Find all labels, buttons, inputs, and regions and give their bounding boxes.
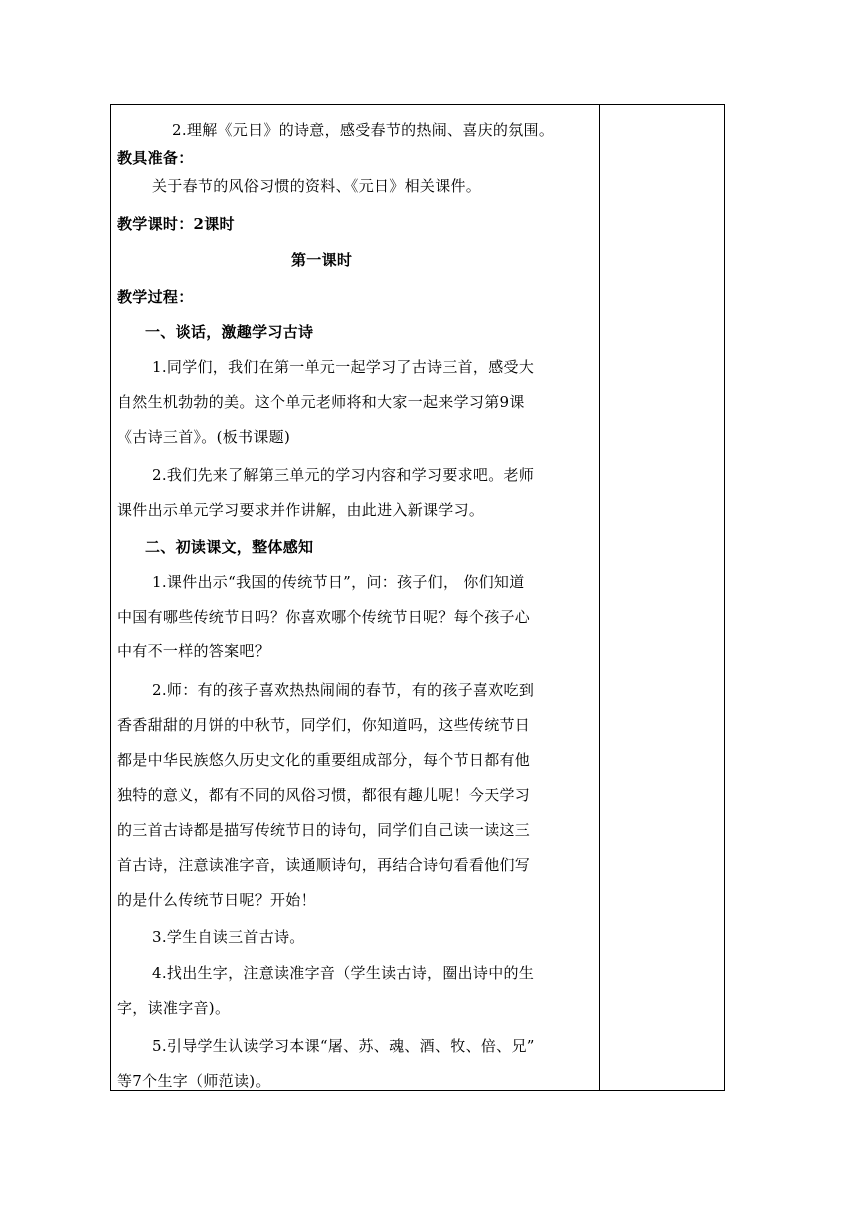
section-heading-periods: 教学课时：2课时 (117, 215, 235, 233)
materials-text: 关于春节的风俗习惯的资料、《元日》相关课件。 (152, 177, 482, 195)
paragraph-line: 1.同学们，我们在第一单元一起学习了古诗三首，感受大 (152, 358, 535, 376)
subheading-2: 二、初读课文，整体感知 (145, 538, 314, 556)
paragraph-line: 等7个生字（师范读)。 (117, 1072, 271, 1090)
paragraph-line: 都是中华民族悠久历史文化的重要组成部分，每个节日都有他 (117, 751, 531, 769)
objective-line: 2.理解《元日》的诗意，感受春节的热闹、喜庆的氛围。 (172, 121, 555, 139)
subheading-1: 一、谈话，激趣学习古诗 (145, 323, 314, 341)
paragraph-line: 2.我们先来了解第三单元的学习内容和学习要求吧。老师 (152, 466, 535, 484)
paragraph-line: 1.课件出示“我国的传统节日”，问：孩子们， 你们知道 (152, 573, 525, 591)
paragraph-line: 自然生机勃勃的美。这个单元老师将和大家一起来学习第9课 (117, 393, 525, 411)
paragraph-line: 的三首古诗都是描写传统节日的诗句，同学们自己读一读这三 (117, 821, 531, 839)
section-heading-process: 教学过程： (117, 288, 194, 306)
paragraph-line: 4.找出生字，注意读准字音（学生读古诗，圈出诗中的生 (152, 964, 535, 982)
paragraph-line: 中有不一样的答案吧？ (117, 642, 271, 660)
paragraph-line: 课件出示单元学习要求并作讲解，由此进入新课学习。 (117, 501, 485, 519)
paragraph-line: 首古诗，注意读准字音，读通顺诗句，再结合诗句看看他们写 (117, 856, 531, 874)
paragraph-line: 的是什么传统节日呢？开始！ (117, 891, 316, 909)
paragraph-line: 独特的意义，都有不同的风俗习惯，都很有趣儿呢！今天学习 (117, 786, 531, 804)
paragraph-line: 香香甜甜的月饼的中秋节，同学们，你知道吗，这些传统节日 (117, 716, 531, 734)
column-divider (599, 104, 600, 1091)
paragraph-line: 2.师：有的孩子喜欢热热闹闹的春节，有的孩子喜欢吃到 (152, 681, 535, 699)
paragraph-line: 中国有哪些传统节日吗？你喜欢哪个传统节日呢？每个孩子心 (117, 608, 531, 626)
period-title: 第一课时 (291, 251, 353, 269)
paragraph-line: 3.学生自读三首古诗。 (152, 928, 305, 946)
paragraph-line: 《古诗三首》。(板书课题) (117, 428, 291, 446)
paragraph-line: 5.引导学生认读学习本课“屠、苏、魂、酒、牧、倍、兄” (152, 1037, 535, 1055)
section-heading-materials: 教具准备： (117, 149, 194, 167)
paragraph-line: 字，读准字音)。 (117, 999, 231, 1017)
